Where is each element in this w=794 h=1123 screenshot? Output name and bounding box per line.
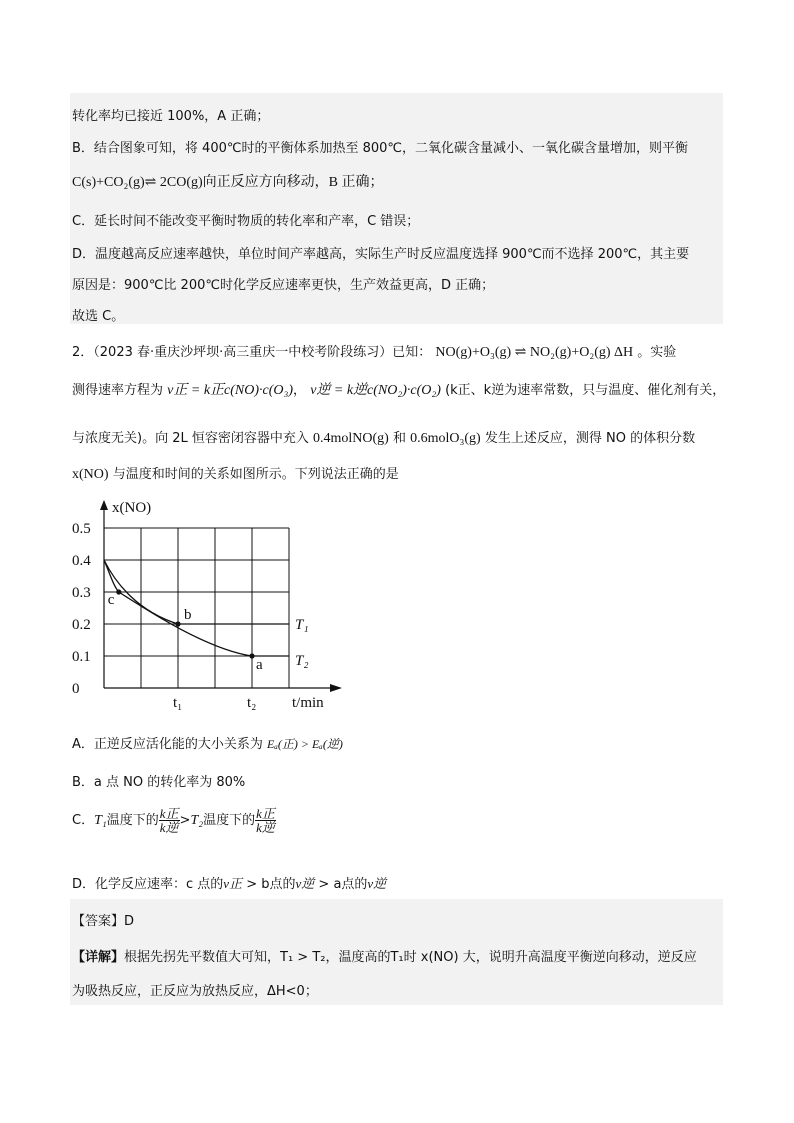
- y-tick-label: 0.4: [72, 553, 91, 569]
- question-text: (k正、k逆为速率常数，只与温度、催化剂有关，: [445, 383, 726, 398]
- detail-text: 根据先拐先平数值大可知，T₁ > T₂，温度高的T₁时 x(NO) 大，说明升高温度平衡逆向移动，逆反应: [124, 950, 697, 965]
- rate-symbol: v正: [223, 876, 243, 891]
- answer-label: 【答案】D: [72, 914, 135, 929]
- point-label-c: c: [107, 592, 115, 608]
- point-b: [175, 621, 180, 626]
- question-stem-line: [72, 463, 399, 483]
- reaction-equation: NO(g)+O₃(g) ⇌ NO₂(g)+O₂(g) ΔH: [435, 345, 634, 360]
- answer-detail-line: [72, 946, 697, 965]
- x-tick-label: t₁: [173, 695, 183, 711]
- rate-symbol: v逆: [295, 876, 315, 891]
- point-c: [116, 589, 121, 594]
- ratio-numerator: k正: [256, 806, 275, 821]
- y-axis-label: x(NO): [112, 500, 152, 516]
- option-c-text: 温度下的: [106, 813, 159, 828]
- option-c-text: 温度下的: [203, 813, 256, 828]
- y-tick-label: 0.2: [72, 617, 91, 633]
- point-a: [249, 653, 254, 658]
- point-label-a: a: [256, 657, 263, 673]
- x-axis-label: t/min: [292, 695, 324, 711]
- y-axis-arrow: [100, 500, 108, 510]
- curve-t2: [104, 560, 289, 656]
- question-stem-line: [72, 427, 695, 447]
- answer-detail-line: 为吸热反应，正反应为放热反应，ΔH<0；: [72, 984, 318, 999]
- rate-constant-ratio: [255, 807, 276, 834]
- option-d: [72, 873, 386, 892]
- question-stem-line: 测得速率方程为 v正 = k正c(NO)·c(O₃)， v逆 = k逆c(NO₂)·c(O₂) (k正、k逆为速率常数，只与温度、催化剂有关，: [72, 383, 726, 398]
- activation-energy-relation: Eₐ(正) > Eₐ(逆): [267, 737, 343, 751]
- xno-time-graph: [62, 492, 362, 717]
- question-text: 。实验: [637, 345, 677, 360]
- option-c-text: C．: [72, 813, 95, 828]
- temperature-t1: T₁: [94, 813, 107, 828]
- y-tick-label: 0.3: [72, 585, 91, 601]
- series-label-t1: T₁: [295, 617, 309, 633]
- question-text: 与浓度无关)。向 2L 恒容密闭容器中充入: [72, 431, 309, 446]
- question-text: 发生上述反应，测得 NO 的体积分数: [484, 431, 696, 446]
- ratio-denominator: k逆: [256, 820, 275, 835]
- rate-equation-forward: v正 = k正c(NO)·c(O₃): [167, 383, 294, 398]
- rate-symbol: v逆: [367, 876, 387, 891]
- y-tick-label: 0: [72, 681, 80, 697]
- amount-no: 0.4molNO(g): [313, 431, 389, 446]
- solution-line: C．延长时间不能改变平衡时物质的转化率和产率，C 错误；: [72, 214, 420, 229]
- point-label-b: b: [184, 607, 192, 623]
- rate-equation-reverse: v逆 = k逆c(NO₂)·c(O₂): [310, 383, 441, 398]
- question-text: 与温度和时间的关系如图所示。下列说法正确的是: [112, 467, 399, 482]
- question-text: 测得速率方程为: [72, 383, 164, 398]
- amount-o3: 0.6molO₃(g): [410, 431, 481, 446]
- option-b: B．a 点 NO 的转化率为 80%: [72, 775, 246, 790]
- option-c: [72, 807, 276, 834]
- ratio-denominator: k逆: [159, 820, 179, 835]
- series-label-t2: T₂: [295, 653, 309, 669]
- option-d-text: D．化学反应速率：c 点的: [72, 877, 224, 892]
- question-text: 和: [392, 431, 406, 446]
- solution-line: D．温度越高反应速率越快，单位时间产率越高，实际生产时反应温度选择 900℃而不选择 200℃，其主要: [72, 247, 690, 262]
- y-tick-label: 0.5: [72, 521, 91, 537]
- solution-line: 原因是：900℃比 200℃时化学反应速率更快，生产效益更高，D 正确；: [72, 278, 495, 293]
- solution-line: B．结合图象可知，将 400℃时的平衡体系加热至 800℃，二氧化碳含量减小、一氧化碳含量增加，则平衡: [72, 141, 689, 156]
- x-axis-arrow: [330, 684, 342, 692]
- option-d-text: > b点的: [242, 877, 296, 892]
- x-no-symbol: x(NO): [72, 467, 109, 482]
- greater-than-sign: >: [179, 813, 191, 828]
- option-a: [72, 733, 343, 752]
- solution-line: 转化率均已接近 100%，A 正确；: [72, 109, 270, 124]
- option-d-text: > a点的: [314, 877, 368, 892]
- question-source: 2．（2023 春·重庆沙坪坝·高三重庆一中校考阶段练习）已知：: [72, 345, 432, 360]
- rate-constant-ratio: [159, 807, 180, 834]
- x-tick-label: t₂: [247, 695, 257, 711]
- equilibrium-equation: C(s)+CO₂(g)⇌ 2CO(g)向正反应方向移动，B 正确；: [72, 175, 384, 190]
- detail-label: 【详解】: [72, 950, 125, 965]
- y-tick-label: 0.1: [72, 649, 91, 665]
- temperature-t2: T₂: [190, 813, 204, 828]
- ratio-numerator: k正: [159, 806, 179, 821]
- solution-line: 故选 C。: [72, 309, 125, 324]
- question-stem-line: [72, 341, 676, 361]
- option-a-text: A．正逆反应活化能的大小关系为: [72, 737, 263, 752]
